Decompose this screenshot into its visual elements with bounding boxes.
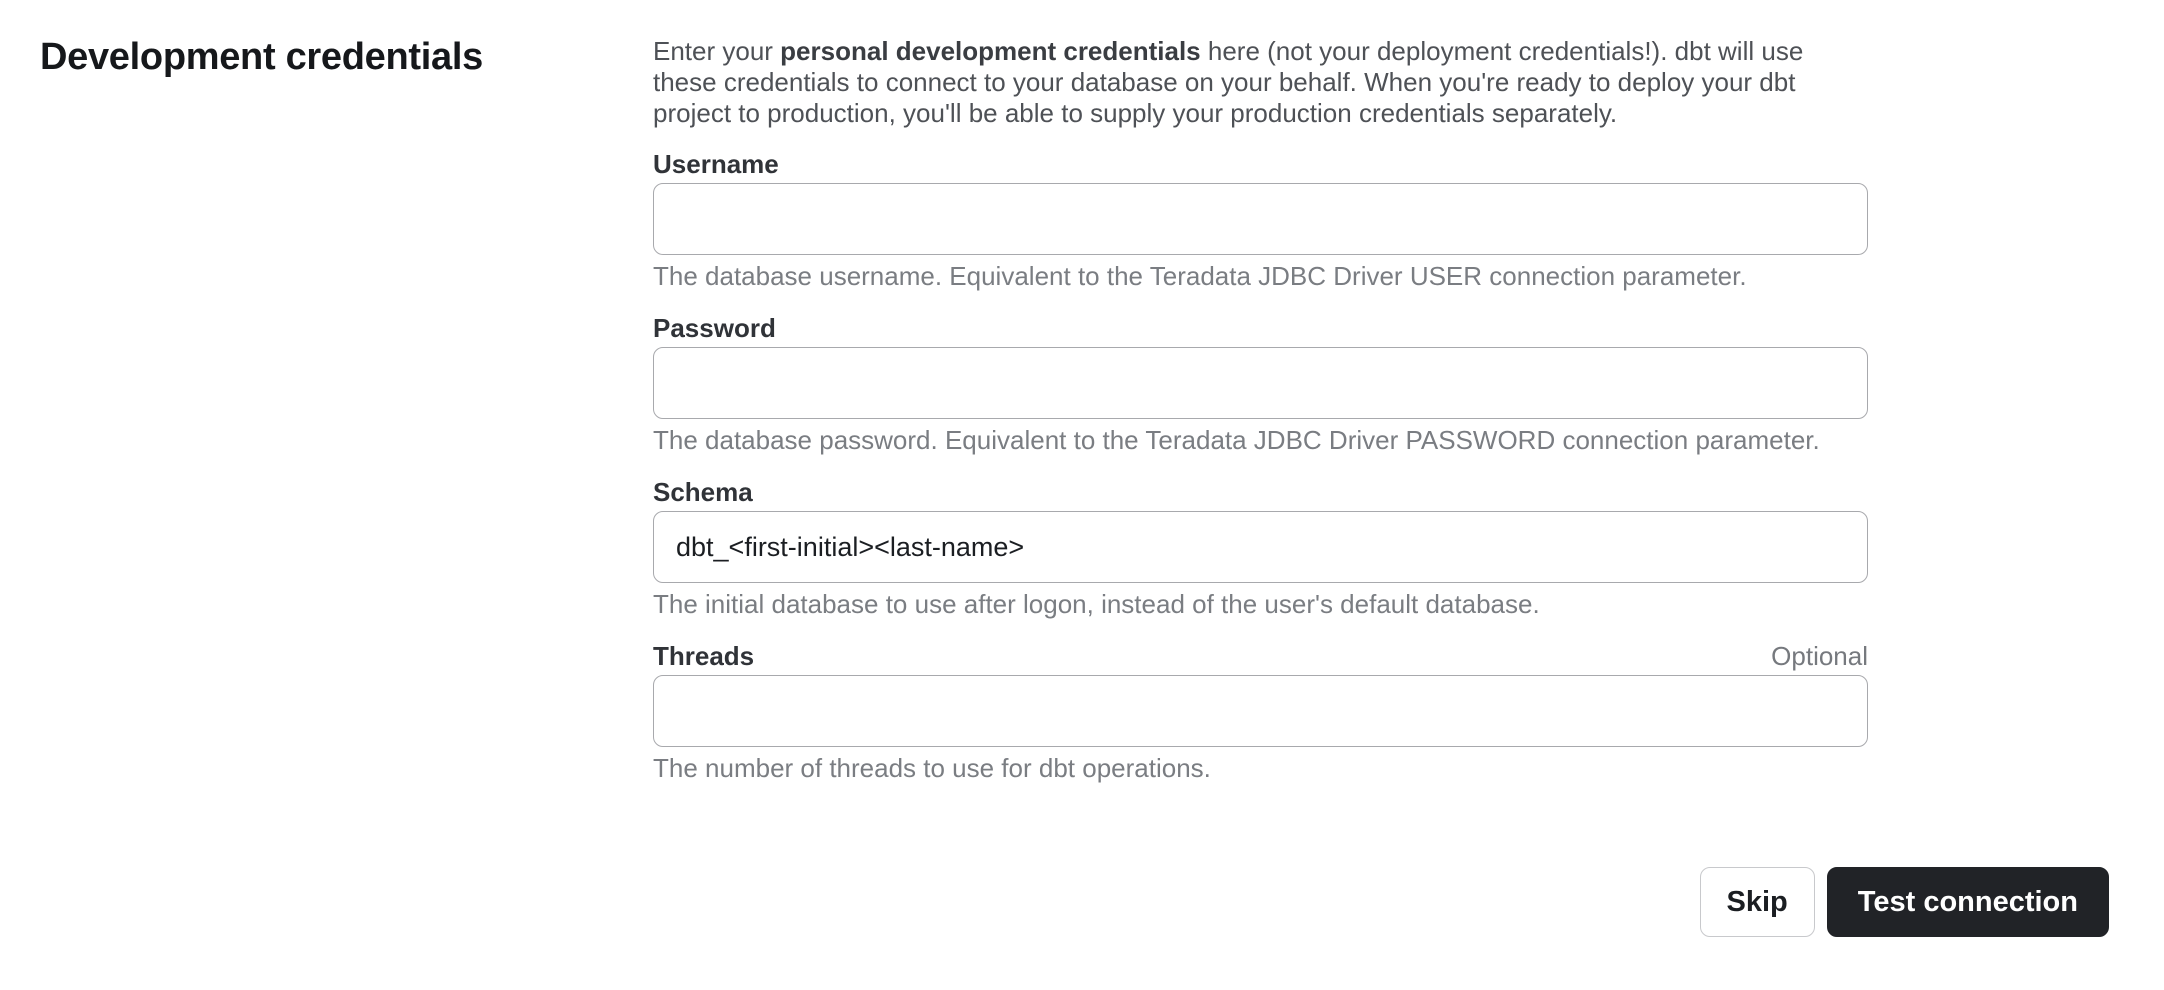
schema-label: Schema: [653, 477, 753, 507]
intro-text-post: here (not your deployment credentials!). dbt will use these credentials to connect to your database on your behalf. When you're ready to deploy your dbt project to production, you'll be able to supply your production credentials separately.: [653, 36, 1804, 128]
skip-button[interactable]: Skip: [1700, 867, 1815, 937]
password-label-row: [653, 315, 1868, 341]
username-input[interactable]: [653, 183, 1868, 255]
intro-text-pre: Enter your: [653, 36, 781, 66]
threads-input[interactable]: [653, 675, 1868, 747]
page-title: Development credentials: [40, 36, 483, 78]
schema-helper-text: The initial database to use after logon, instead of the user's default database.: [653, 589, 1540, 619]
threads-optional-tag: Optional: [1771, 641, 1868, 671]
threads-label: Threads: [653, 641, 755, 671]
intro-text-bold: personal development credentials: [780, 36, 1201, 66]
password-helper-text: The database password. Equivalent to the Teradata JDBC Driver PASSWORD connection parameter.: [653, 425, 1820, 455]
password-field-group: [653, 315, 1868, 453]
username-label: Username: [653, 149, 779, 179]
schema-input[interactable]: [653, 511, 1868, 583]
threads-helper-text: The number of threads to use for dbt operations.: [653, 753, 1211, 783]
username-field-group: [653, 151, 1868, 289]
threads-field-group: [653, 643, 1868, 781]
schema-label-row: [653, 479, 1868, 505]
intro-paragraph: [653, 36, 1868, 129]
username-label-row: [653, 151, 1868, 177]
password-label: Password: [653, 313, 776, 343]
threads-label-row: [653, 643, 1868, 669]
test-connection-button[interactable]: Test connection: [1827, 867, 2109, 937]
schema-field-group: [653, 479, 1868, 617]
password-input[interactable]: [653, 347, 1868, 419]
form-actions: [1700, 867, 2109, 937]
credentials-form: [653, 36, 1868, 807]
username-helper-text: The database username. Equivalent to the Teradata JDBC Driver USER connection parameter.: [653, 261, 1747, 291]
